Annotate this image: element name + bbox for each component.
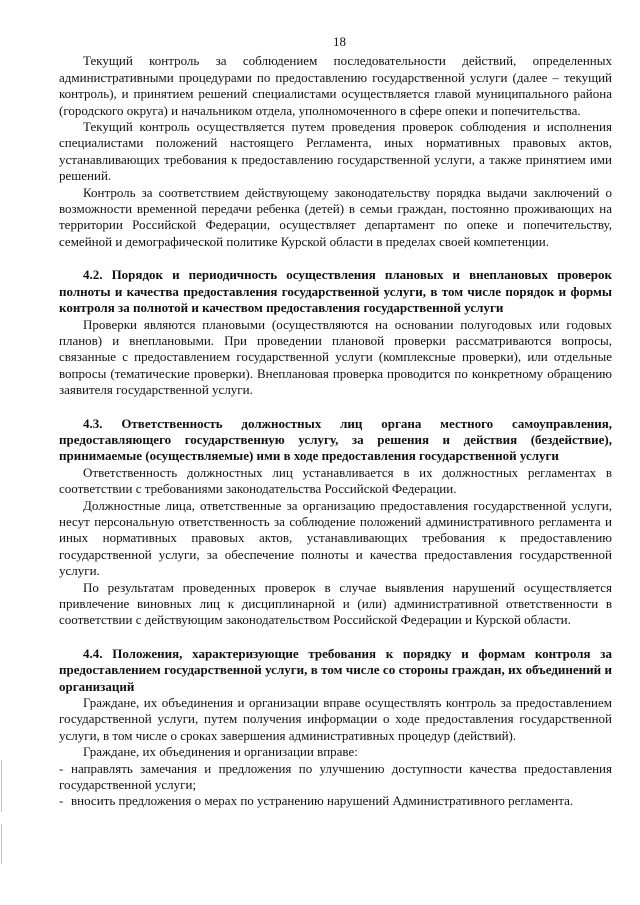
paragraph: Текущий контроль осуществляется путем проведения проверок соблюдения и исполнения специалистами положений настоящего Регламента, иных нормативных правовых актов, устанавливающих требования к предоставлению государственной услуги, а также принятием ими решений. <box>59 119 612 184</box>
section-heading-4-4: 4.4. Положения, характеризующие требования к порядку и формам контроля за предоставлением государственной услуги, в том числе со стороны граждан, их объединений и организаций <box>59 645 612 694</box>
list-item-text: вносить предложения о мерах по устранению нарушений Административного регламента. <box>71 793 574 809</box>
paragraph: Граждане, их объединения и организации вправе осуществлять контроль за предоставлением государственной услуги, путем получения информации о ходе предоставления государственной услуги, в том числе о сроках завершения административных процедур (действий). <box>59 695 612 743</box>
paragraph: Проверки являются плановыми (осуществляются на основании полугодовых или годовых планов) и внеплановыми. При проведении плановой проверки рассматриваются вопросы, связанные с предоставлением государственной услуги (комплексные проверки), или отдельные вопросы (тематические проверки). Внеплановая проверка проводится по конкретному обращению заявителя государственной услуги. <box>59 316 612 398</box>
scan-edge-mark <box>1 760 2 812</box>
paragraph: По результатам проведенных проверок в случае выявления нарушений осуществляется привлечение виновных лиц к дисциплинарной и (или) административной ответственности в соответствии с действующим законодательством Российской Федерации и Курской области. <box>59 579 612 628</box>
section-gap <box>59 629 612 646</box>
paragraph: Должностные лица, ответственные за организацию предоставления государственной услуги, несут персональную ответственность за соблюдение положений административного регламента и иных нормативных правовых актов, устанавливающих требования к предоставлению государственной услуги, за обеспечение полноты и качества предоставления государственной услуги. <box>59 497 612 579</box>
section-heading-4-2: 4.2. Порядок и периодичность осуществления плановых и внеплановых проверок полноты и качества предоставления государственной услуги, в том числе порядок и формы контроля за полнотой и качеством предоставления государственной услуги <box>59 267 612 316</box>
paragraph: Ответственность должностных лиц устанавливается в их должностных регламентах в соответствии с требованиями законодательства Российской Федерации. <box>59 464 612 497</box>
paragraph: Текущий контроль за соблюдением последовательности действий, определенных административными процедурами по предоставлению государственной услуги (далее – текущий контроль), и принятием решений специалистами осуществляется главой муниципального района (городского округа) и начальником отдела, уполномоченного в сфере опеки и попечительства. <box>59 53 612 118</box>
list-item-text: направлять замечания и предложения по улучшению доступности качества предоставления государственной услуги; <box>59 760 612 793</box>
page-number: 18 <box>333 34 346 49</box>
dash-marker: - <box>59 793 64 809</box>
paragraph: Контроль за соответствием действующему законодательству порядка выдачи заключений о возможности временной передачи ребенка (детей) в семьи граждан, постоянно проживающих на территории Российской Федерации, осуществляет департамент по опеке и попечительству, семейной и демографической политике Курской области в пределах своей компетенции. <box>59 184 612 249</box>
dash-marker: - <box>59 760 64 776</box>
section-gap <box>59 250 612 267</box>
scan-edge-mark <box>1 824 2 864</box>
section-heading-4-3: 4.3. Ответственность должностных лиц органа местного самоуправления, предоставляющего государственную услугу, за решения и действия (бездействие), принимаемые (осуществляемые) ими в ходе предоставления государственной услуги <box>59 415 612 464</box>
section-gap <box>59 399 612 416</box>
list-item <box>59 761 612 794</box>
paragraph: Граждане, их объединения и организации вправе: <box>83 744 358 760</box>
document-page <box>59 34 612 810</box>
list-item <box>59 793 612 809</box>
